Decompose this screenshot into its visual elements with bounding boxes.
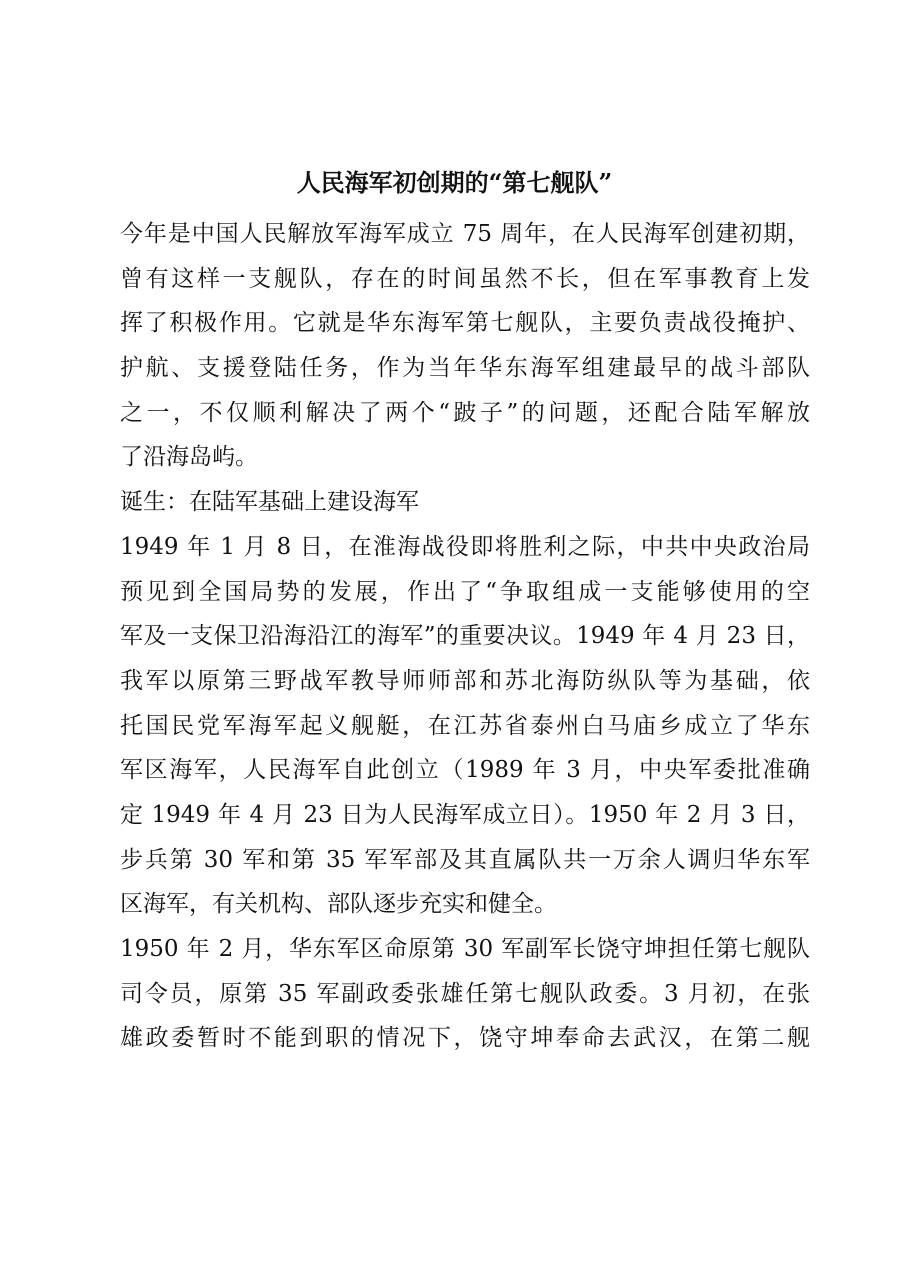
text-line: 了沿海岛屿。 [120, 444, 258, 471]
text-line: 步兵第 30 军和第 35 军军部及其直属队共一万余人调归华东军 [120, 846, 810, 873]
document-body [120, 212, 810, 1061]
text-line: 区海军，有关机构、部队逐步充实和健全。 [120, 891, 557, 918]
text-line: 护航、支援登陆任务，作为当年华东海军组建最早的战斗部队 [120, 355, 810, 382]
text-line: 曾有这样一支舰队，存在的时间虽然不长，但在军事教育上发 [120, 265, 810, 292]
document-title: 人民海军初创期的“第七舰队” [296, 168, 613, 197]
text-line: 军区海军，人民海军自此创立（1989 年 3 月，中央军委批准确 [120, 757, 810, 784]
text-line: 预见到全国局势的发展，作出了“争取组成一支能够使用的空 [120, 578, 810, 605]
text-line: 托国民党军海军起义舰艇，在江苏省泰州白马庙乡成立了华东 [120, 712, 810, 739]
text-line: 军及一支保卫沿海沿江的海军”的重要决议。1949 年 4 月 23 日， [120, 623, 810, 650]
text-line: 挥了积极作用。它就是华东海军第七舰队，主要负责战役掩护、 [120, 310, 810, 337]
text-line: 之一，不仅顺利解决了两个“跛子”的问题，还配合陆军解放 [120, 399, 810, 426]
text-line: 雄政委暂时不能到职的情况下，饶守坤奉命去武汉，在第二舰 [120, 1025, 810, 1052]
text-line: 1949 年 1 月 8 日，在淮海战役即将胜利之际，中共中央政治局 [120, 533, 810, 560]
text-line: 1950 年 2 月，华东军区命原第 30 军副军长饶守坤担任第七舰队 [120, 936, 810, 962]
text-line: 我军以原第三野战军教导师师部和苏北海防纵队等为基础，依 [120, 667, 810, 694]
text-line: 司令员，原第 35 军副政委张雄任第七舰队政委。3 月初，在张 [120, 980, 810, 1007]
text-line: 诞生：在陆军基础上建设海军 [120, 489, 419, 516]
text-line: 今年是中国人民解放军海军成立 75 周年，在人民海军创建初期， [120, 221, 810, 247]
text-line: 定 1949 年 4 月 23 日为人民海军成立日）。1950 年 2 月 3 日， [120, 801, 810, 828]
